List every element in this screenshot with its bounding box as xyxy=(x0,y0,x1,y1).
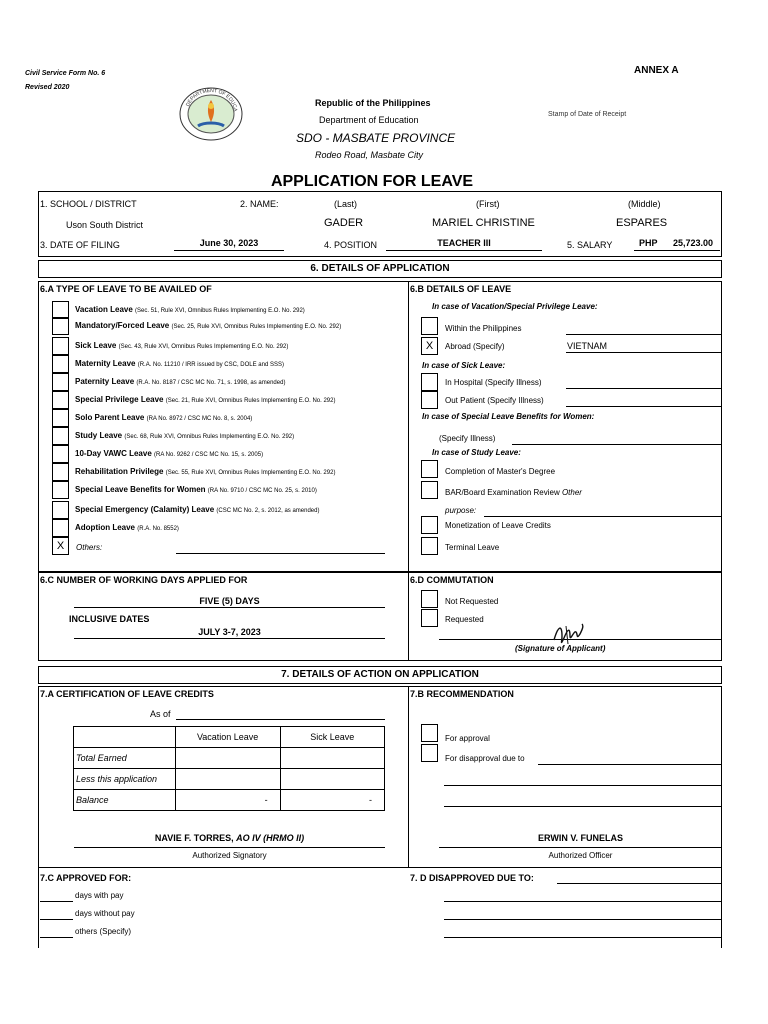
section6a-title: 6.A TYPE OF LEAVE TO BE AVAILED OF xyxy=(40,284,212,294)
bar-review-label: BAR/Board Examination Review Other xyxy=(445,488,582,497)
monetization-label: Monetization of Leave Credits xyxy=(445,521,551,530)
section7a-title: 7.A CERTIFICATION OF LEAVE CREDITS xyxy=(40,689,214,699)
svg-text:DEPARTMENT OF EDUCATION: DEPARTMENT OF EDUCA xyxy=(185,87,239,112)
table-row xyxy=(74,769,385,790)
department-header: Department of Education xyxy=(319,115,419,125)
in-hospital-checkbox[interactable] xyxy=(421,373,438,391)
position-label: 4. POSITION xyxy=(324,240,378,250)
bar-review-checkbox[interactable] xyxy=(421,481,438,499)
leave-type-item xyxy=(75,523,179,532)
form-title: APPLICATION FOR LEAVE xyxy=(270,173,474,190)
leave-type-item xyxy=(75,395,335,404)
stamp-label: Stamp of Date of Receipt xyxy=(548,111,627,118)
date-filing-label: 3. DATE OF FILING xyxy=(40,240,120,250)
leave-type-reference: (RA No. 9710 / CSC MC No. 25, s. 2010) xyxy=(207,488,317,494)
row-label: Less this application xyxy=(74,769,176,790)
cell-sick xyxy=(280,748,384,769)
leave-credits-table xyxy=(73,726,385,811)
leave-type-reference: (Sec. 55, Rule XVI, Omnibus Rules Implementing E.O. No. 292) xyxy=(165,470,336,476)
in-hospital-label: In Hospital (Specify Illness) xyxy=(445,378,542,387)
leave-type-reference: (RA No. 9262 / CSC MC No. 15, s. 2005) xyxy=(154,452,264,458)
others-label: Others: xyxy=(76,543,103,552)
leave-type-checkbox[interactable] xyxy=(52,445,69,463)
sdo-header: SDO - MASBATE PROVINCE xyxy=(296,131,456,145)
table-row xyxy=(74,748,385,769)
section7b-title: 7.B RECOMMENDATION xyxy=(410,689,514,699)
study-header: In case of Study Leave: xyxy=(432,448,521,457)
as-of-label: As of xyxy=(150,709,171,719)
others-specify-label: others (Specify) xyxy=(75,927,132,936)
not-requested-label: Not Requested xyxy=(445,597,499,606)
leave-type-reference: (Sec. 68, Rule XVI, Omnibus Rules Implementing E.O. No. 292) xyxy=(124,434,295,440)
form-revised: Revised 2020 xyxy=(25,84,70,91)
leave-type-reference: (CSC MC No. 2, s. 2012, as amended) xyxy=(216,508,320,514)
leave-type-reference: (R.A. No. 8552) xyxy=(137,526,179,532)
leave-type-reference: (Sec. 21, Rule XVI, Omnibus Rules Implementing E.O. No. 292) xyxy=(165,398,336,404)
section7-header xyxy=(38,666,722,684)
leave-type-name: Rehabilitation Privilege xyxy=(75,467,164,476)
days-with-pay-label: days with pay xyxy=(75,891,124,900)
leave-type-reference: (R.A. No. 11210 / IRR issued by CSC, DOLE and SSS) xyxy=(137,362,284,368)
leave-type-checkbox[interactable] xyxy=(52,317,69,335)
last-name-label: (Last) xyxy=(334,199,358,209)
section6d-title: 6.D COMMUTATION xyxy=(410,575,494,585)
not-requested-checkbox[interactable] xyxy=(421,590,438,608)
for-disapproval-checkbox[interactable] xyxy=(421,744,438,762)
cell-vacation: - xyxy=(175,790,280,811)
school-value: Uson South District xyxy=(66,220,144,230)
leave-type-name: 10-Day VAWC Leave xyxy=(75,449,152,458)
leave-type-name: Mandatory/Forced Leave xyxy=(75,321,170,330)
masters-degree-label: Completion of Master's Degree xyxy=(445,467,556,476)
section6b-title: 6.B DETAILS OF LEAVE xyxy=(410,284,512,294)
salary-currency: PHP xyxy=(639,238,658,248)
vacation-header: In case of Vacation/Special Privilege Leave: xyxy=(432,302,598,311)
leave-type-reference: (Sec. 43, Rule XVI, Omnibus Rules Implementing E.O. No. 292) xyxy=(118,344,289,350)
table-header-sick: Sick Leave xyxy=(280,727,384,748)
section6-title: 6. DETAILS OF APPLICATION xyxy=(310,263,450,274)
within-philippines-checkbox[interactable] xyxy=(421,317,438,335)
leave-type-item xyxy=(75,505,319,514)
section7c-title: 7.C APPROVED FOR: xyxy=(40,873,132,883)
abroad-value: VIETNAM xyxy=(567,341,608,351)
leave-type-item xyxy=(75,359,284,368)
for-approval-label: For approval xyxy=(445,734,490,743)
requested-label: Requested xyxy=(445,615,484,624)
requested-checkbox[interactable] xyxy=(421,609,438,627)
out-patient-checkbox[interactable] xyxy=(421,391,438,409)
leave-type-item xyxy=(75,467,335,476)
terminal-leave-label: Terminal Leave xyxy=(445,543,500,552)
section6c-title: 6.C NUMBER OF WORKING DAYS APPLIED FOR xyxy=(40,575,248,585)
annex-label: ANNEX A xyxy=(634,65,679,76)
leave-type-name: Special Leave Benefits for Women xyxy=(75,485,206,494)
leave-type-checkbox-others[interactable]: X xyxy=(52,537,69,555)
first-name-label: (First) xyxy=(476,199,500,209)
row-label: Total Earned xyxy=(74,748,176,769)
leave-type-checkbox[interactable] xyxy=(52,373,69,391)
leave-type-checkbox[interactable] xyxy=(52,355,69,373)
date-filing-value: June 30, 2023 xyxy=(199,238,259,248)
leave-type-item xyxy=(75,341,288,350)
school-label: 1. SCHOOL / DISTRICT xyxy=(40,199,137,209)
leave-type-checkbox[interactable] xyxy=(52,337,69,355)
salary-label: 5. SALARY xyxy=(567,240,613,250)
leave-type-name: Solo Parent Leave xyxy=(75,413,145,422)
abroad-checkbox[interactable]: X xyxy=(421,337,438,355)
salary-value: 25,723.00 xyxy=(673,238,714,248)
row-label: Balance xyxy=(74,790,176,811)
abroad-label: Abroad (Specify) xyxy=(445,342,505,351)
leave-type-name: Paternity Leave xyxy=(75,377,135,386)
leave-type-item xyxy=(75,485,317,494)
position-value: TEACHER III xyxy=(437,238,491,248)
table-row xyxy=(74,790,385,811)
leave-type-reference: (Sec. 25, Rule XVI, Omnibus Rules Implementing E.O. No. 292) xyxy=(171,324,342,330)
cell-vacation xyxy=(175,769,280,790)
leave-type-name: Maternity Leave xyxy=(75,359,136,368)
leave-type-item xyxy=(75,431,294,440)
leave-type-checkbox[interactable] xyxy=(52,519,69,537)
leave-type-reference: (Sec. 51, Rule XVI, Omnibus Rules Implementing E.O. No. 292) xyxy=(135,308,305,314)
leave-type-reference: (R.A. No. 8187 / CSC MC No. 71, s. 1998, as amended) xyxy=(136,380,286,386)
leave-type-item xyxy=(75,413,252,422)
deped-seal-icon xyxy=(178,86,244,142)
leave-type-checkbox[interactable] xyxy=(52,481,69,499)
for-disapproval-label: For disapproval due to xyxy=(445,754,525,763)
signatory-name: NAVIE F. TORRES, AO IV (HRMO II) xyxy=(154,833,305,843)
signatory-label: Authorized Signatory xyxy=(192,851,267,860)
specify-illness-label: (Specify Illness) xyxy=(439,434,496,443)
leave-type-checkbox[interactable] xyxy=(52,427,69,445)
leave-type-checkbox[interactable] xyxy=(52,501,69,519)
monetization-checkbox[interactable] xyxy=(421,516,438,534)
cell-vacation xyxy=(175,748,280,769)
purpose-label: purpose: xyxy=(445,506,477,515)
days-applied-value: FIVE (5) DAYS xyxy=(199,596,260,606)
days-without-pay-label: days without pay xyxy=(75,909,135,918)
leave-type-name: Special Privilege Leave xyxy=(75,395,164,404)
out-patient-label: Out Patient (Specify Illness) xyxy=(445,396,544,405)
section7-title: 7. DETAILS OF ACTION ON APPLICATION xyxy=(281,669,479,680)
sick-header: In case of Sick Leave: xyxy=(422,361,506,370)
section7d-title: 7. D DISAPPROVED DUE TO: xyxy=(410,873,534,883)
first-name-value: MARIEL CHRISTINE xyxy=(432,217,535,229)
leave-type-name: Study Leave xyxy=(75,431,123,440)
inclusive-dates-label: INCLUSIVE DATES xyxy=(69,614,150,624)
middle-name-value: ESPARES xyxy=(616,217,668,229)
leave-type-reference: (RA No. 8972 / CSC MC No. 8, s. 2004) xyxy=(146,416,253,422)
name-label: 2. NAME: xyxy=(240,199,279,209)
within-philippines-label: Within the Philippines xyxy=(445,324,522,333)
leave-type-checkbox[interactable] xyxy=(52,409,69,427)
leave-type-name: Adoption Leave xyxy=(75,523,136,532)
terminal-leave-checkbox[interactable] xyxy=(421,537,438,555)
cell-sick: - xyxy=(280,790,384,811)
section6-header xyxy=(38,260,722,278)
middle-name-label: (Middle) xyxy=(628,199,661,209)
officer-name: ERWIN V. FUNELAS xyxy=(537,833,623,843)
leave-type-name: Vacation Leave xyxy=(75,305,133,314)
leave-type-item xyxy=(75,305,305,314)
leave-type-name: Sick Leave xyxy=(75,341,117,350)
officer-label: Authorized Officer xyxy=(548,851,613,860)
leave-type-item xyxy=(75,449,263,458)
leave-type-item xyxy=(75,377,285,386)
leave-type-item xyxy=(75,321,341,330)
form-number: Civil Service Form No. 6 xyxy=(25,70,106,77)
signature-label: (Signature of Applicant) xyxy=(515,644,606,653)
table-header-vacation: Vacation Leave xyxy=(175,727,280,748)
women-header: In case of Special Leave Benefits for Women: xyxy=(422,412,595,421)
republic-header: Republic of the Philippines xyxy=(315,98,431,108)
address-header: Rodeo Road, Masbate City xyxy=(315,150,424,160)
last-name-value: GADER xyxy=(324,217,364,229)
inclusive-dates-value: JULY 3-7, 2023 xyxy=(198,627,261,637)
cell-sick xyxy=(280,769,384,790)
leave-type-name: Special Emergency (Calamity) Leave xyxy=(75,505,215,514)
for-approval-checkbox[interactable] xyxy=(421,724,438,742)
leave-type-checkbox[interactable] xyxy=(52,391,69,409)
leave-type-checkbox[interactable] xyxy=(52,463,69,481)
masters-degree-checkbox[interactable] xyxy=(421,460,438,478)
